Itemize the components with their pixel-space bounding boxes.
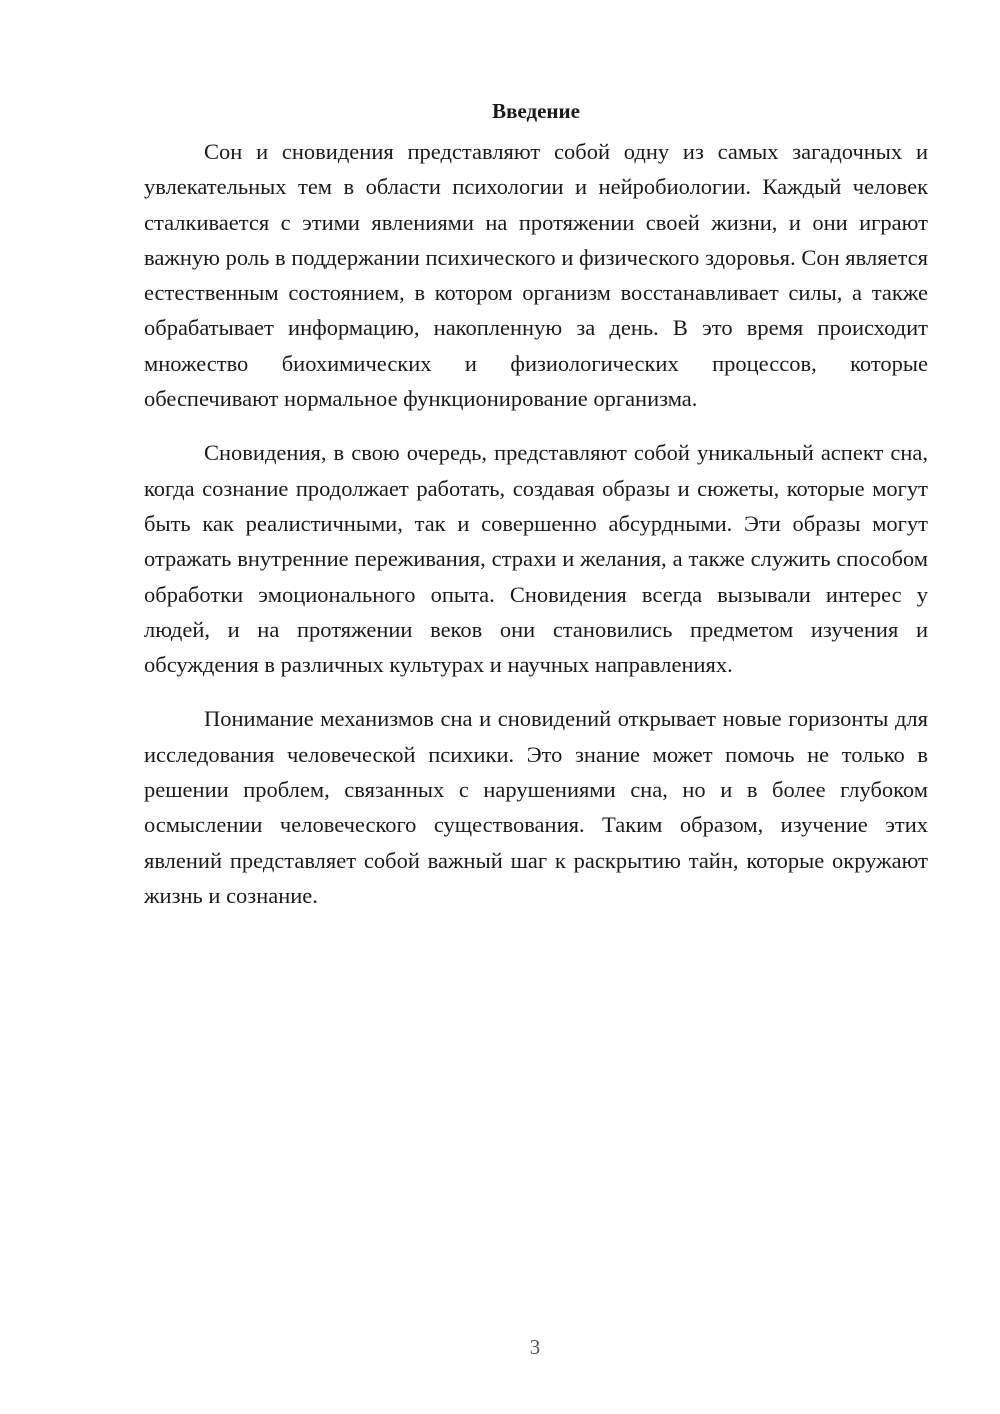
section-title: Введение (492, 99, 580, 123)
paragraph-2: Сновидения, в свою очередь, представляют собой уникальный аспект сна, когда сознание продолжает работать, создавая образы и сюжеты, которые могут быть как реалистичными, так и совершенно абсурдными. Эти образы могут отражать внутренние переживания, страхи и желания, а также служить способом обработки эмоционального опыта. Сновидения всегда вызывали интерес у людей, и на протяжении веков они становились предметом изучения и обсуждения в различных культурах и научных направлениях. (144, 440, 928, 678)
page-content (144, 96, 928, 913)
paragraph-3: Понимание механизмов сна и сновидений открывает новые горизонты для исследования человеческой психики. Это знание может помочь не только в решении проблем, связанных с нарушениями сна, но и в более глубоком осмыслении человеческого существования. Таким образом, изучение этих явлений представляет собой важный шаг к раскрытию тайн, которые окружают жизнь и сознание. (144, 706, 928, 908)
page-number: 3 (529, 1335, 541, 1359)
paragraph-1: Сон и сновидения представляют собой одну из самых загадочных и увлекательных тем в области психологии и нейробиологии. Каждый человек сталкивается с этими явлениями на протяжении своей жизни, и они играют важную роль в поддержании психического и физического здоровья. Сон является естественным состоянием, в котором организм восстанавливает силы, а также обрабатывает информацию, накопленную за день. В это время происходит множество биохимических и физиологических процессов, которые обеспечивают нормальное функционирование организма. (144, 139, 928, 412)
